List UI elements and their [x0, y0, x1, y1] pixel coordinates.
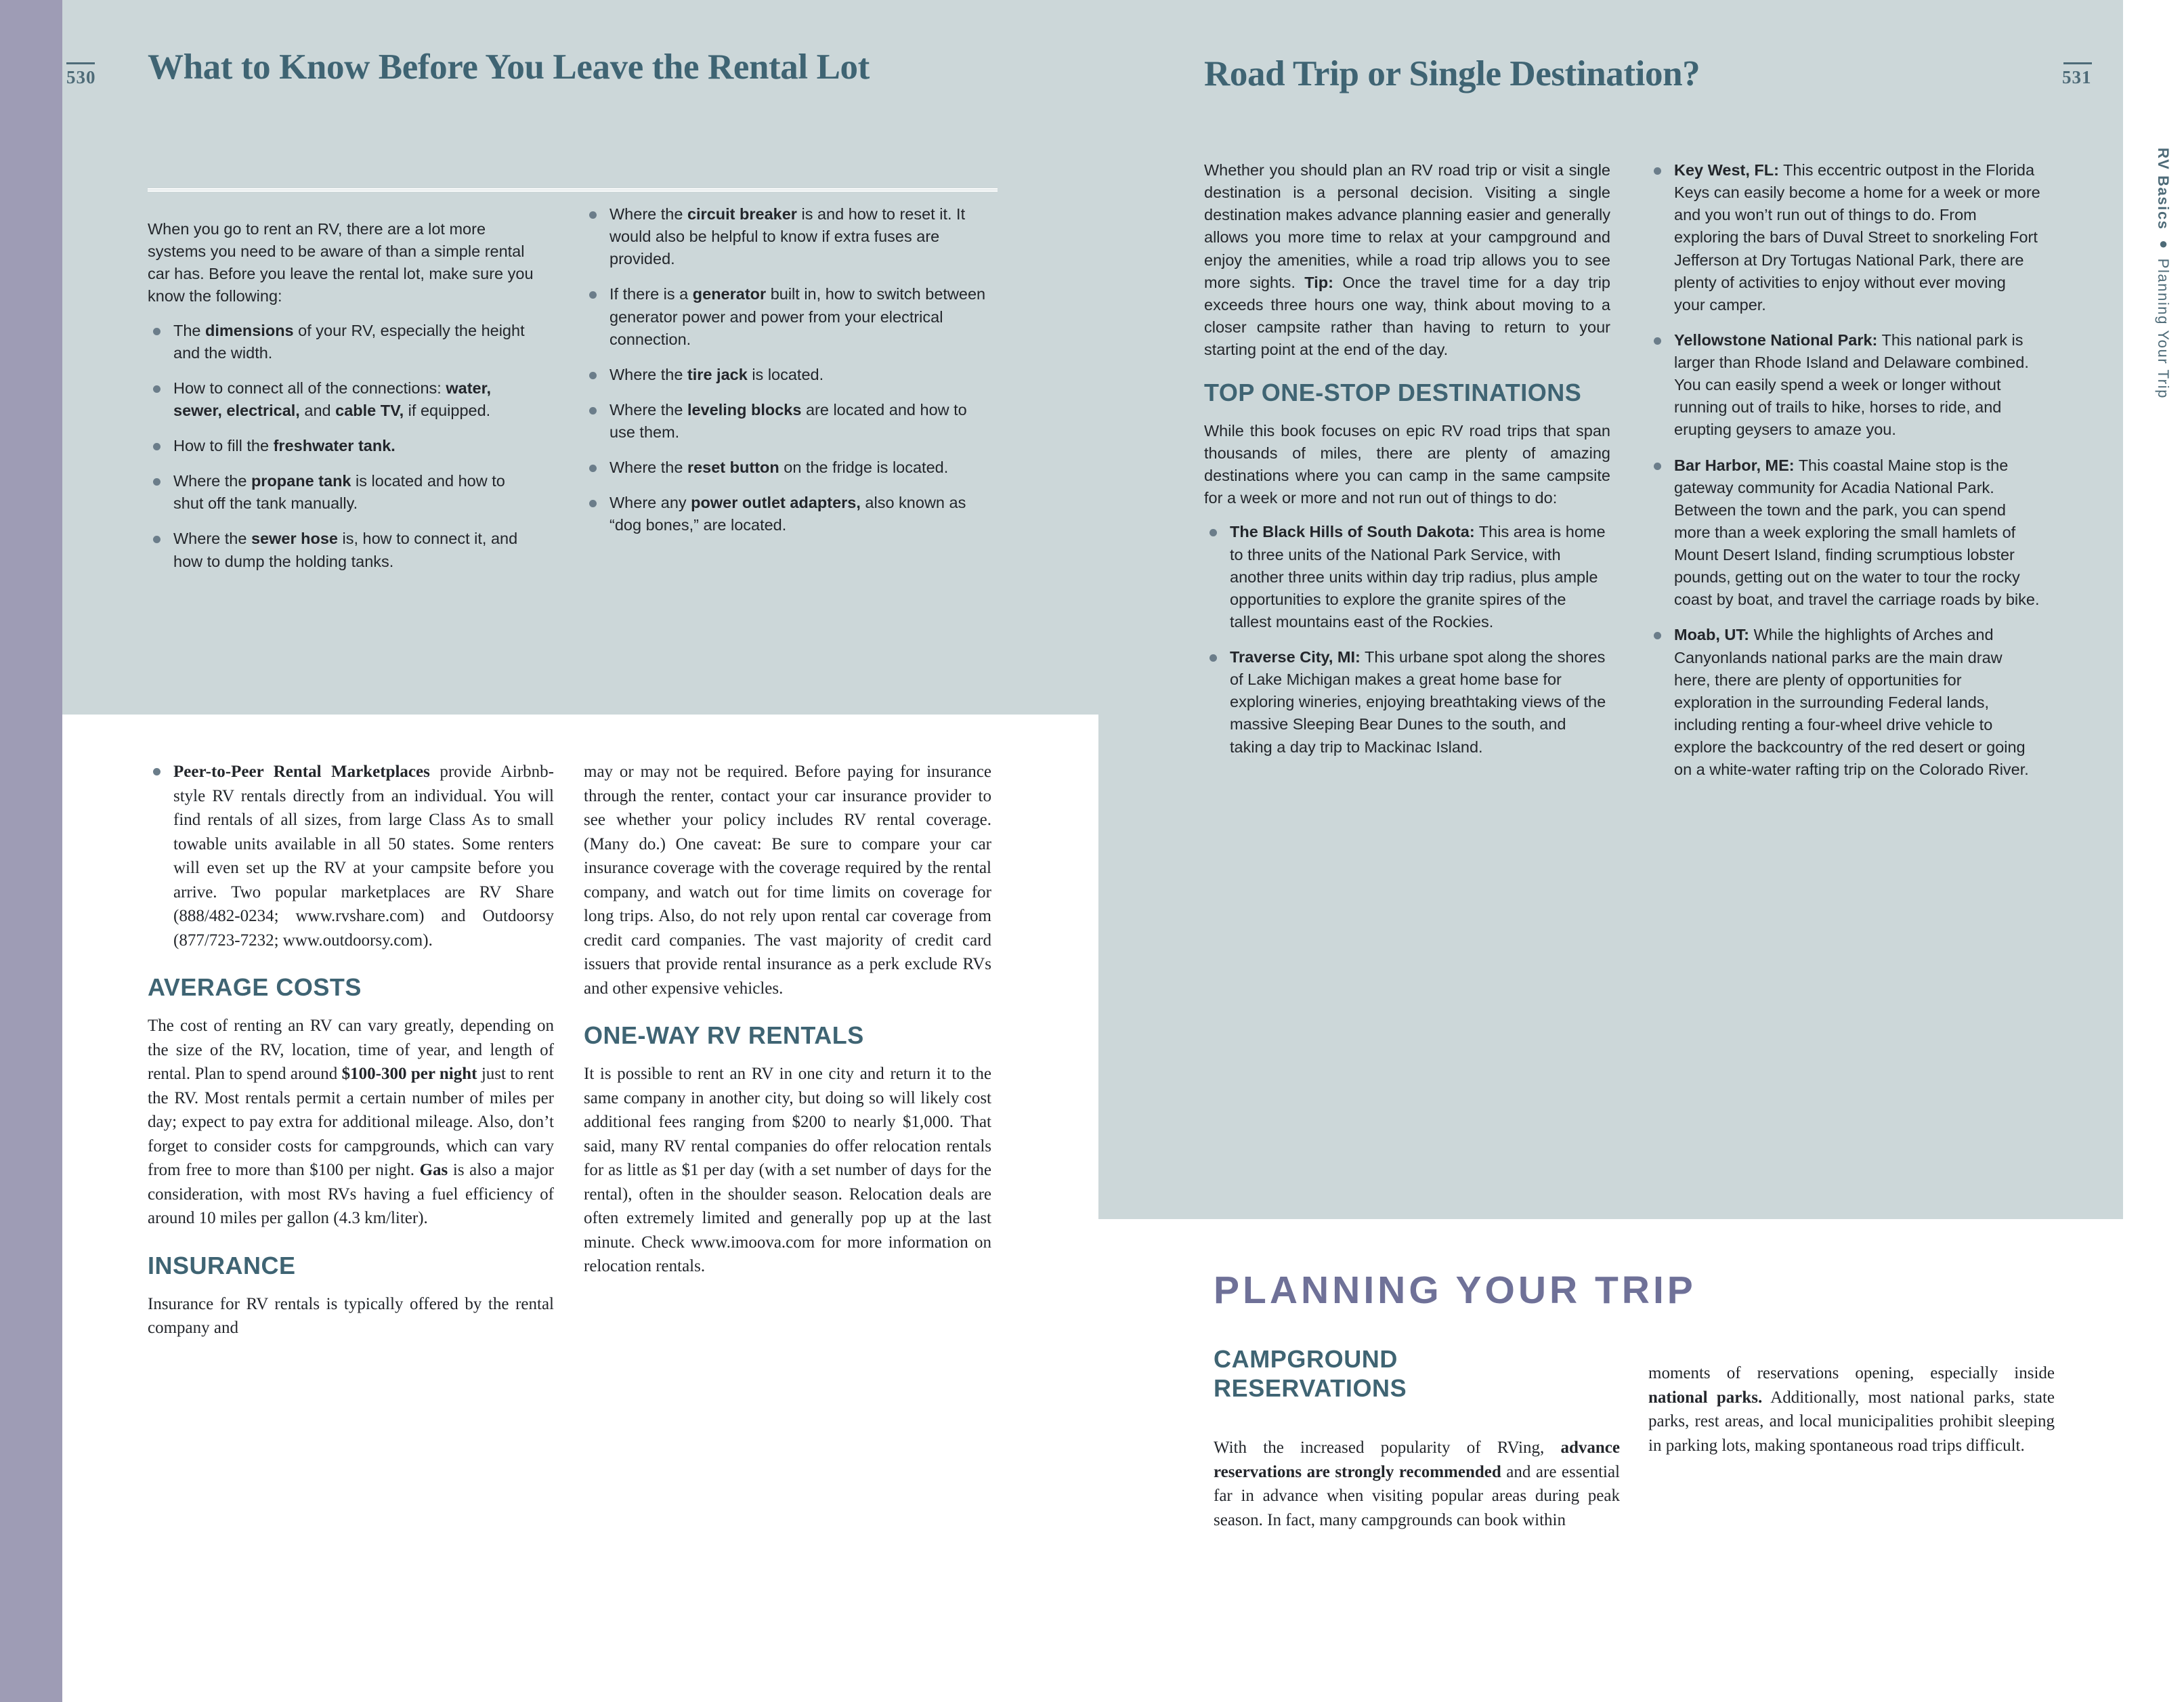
rental-lot-intro: When you go to rent an RV, there are a lot more systems you need to be aware of than a simple rental car has. Before you leave the rental lot, make sure you know the following: [148, 220, 534, 305]
running-head-section: RV Basics [2155, 148, 2172, 230]
list-item: Peer-to-Peer Rental Marketplaces provide Airbnb-style RV rentals directly from an individual. You will find rentals of all sizes, from large Class As to small towable units available in all 50 states. Some renters will even set up the RV at your campsite before you arrive. Two popular marketplaces are RV Share (888/482-0234; www.rvshare.com) and Outdoorsy (877/723-7232; www.outdoorsy.com). [148, 760, 554, 952]
checklist-column-1 [148, 320, 539, 573]
road-trip-column-2 [1648, 159, 2041, 794]
list-item: How to fill the freshwater tank. [148, 435, 539, 457]
rental-costs-column-1 [148, 760, 554, 1352]
list-item: The dimensions of your RV, especially the height and the width. [148, 320, 539, 364]
folio-number: 530 [66, 67, 96, 87]
insurance-heading: INSURANCE [148, 1251, 296, 1279]
checklist-column-2 [584, 203, 991, 537]
road-trip-intro: Whether you should plan an RV road trip or visit a single destination is a personal decision. Visiting a single destination makes advance planning easier and generally allows you more time to relax at your campground and enjoy the amenities, while a road trip allows you to see more sights. Tip: Once the travel time for a day trip exceeds three hours one way, think about moving to a closer campsite rather than having to return to your starting point at the end of the day. [1204, 161, 1610, 358]
list-item: Key West, FL: This eccentric outpost in the Florida Keys can easily become a home for a week or more and you won’t run out of things to do. From exploring the bars of Duval Street to snorkeling Fort Jefferson at Dry Tortugas National Park, there are plenty of activities to enjoy without ever moving your camper. [1648, 159, 2041, 316]
one-way-rentals-heading: ONE-WAY RV RENTALS [584, 1021, 864, 1049]
rental-costs-column-2 [584, 760, 991, 1290]
campground-column-1 [1214, 1436, 1620, 1544]
rental-lot-intro-column [148, 218, 539, 586]
top-destinations-intro: While this book focuses on epic RV road trips that span thousands of miles, there are plenty of amazing destinations where you can camp in the same campsite for a week or more and not run out of things to do: [1204, 421, 1610, 507]
running-head-subsection: Planning Your Trip [2155, 258, 2172, 400]
top-destinations-heading: TOP ONE-STOP DESTINATIONS [1204, 379, 1582, 407]
destinations-list-1 [1204, 521, 1610, 758]
list-item: Bar Harbor, ME: This coastal Maine stop is the gateway community for Acadia National Park. Between the town and the park, you can spend more than a week exploring the small hamlets of Mount Desert Island, finding scrumptious lobster pounds, getting out on the water to tour the rocky coast by boat, and travel the carriage roads by bike. [1648, 454, 2041, 612]
average-costs-heading: AVERAGE COSTS [148, 973, 362, 1001]
list-item: Where the reset button on the fridge is located. [584, 456, 991, 479]
peer-to-peer-list [148, 760, 554, 952]
road-trip-column-1 [1204, 159, 1610, 771]
left-spine-lower [0, 715, 62, 1702]
insurance-body-part-2: may or may not be required. Before paying for insurance through the renter, contact your car insurance provider to see whether your policy includes RV rental coverage. (Many do.) One caveat: Be sure to compare your car insurance coverage with the coverage required by the rental company, and watch out for time limits on coverage for long trips. Also, do not rely upon rental car coverage from credit card companies. The vast majority of credit card issuers that provide rental insurance as a perk exclude RVs and other expensive vehicles. [584, 763, 991, 998]
list-item: Yellowstone National Park: This national park is larger than Rhode Island and Delaware combined. You can easily spend a week or longer without running out of trails to hike, horses to ride, and erupting geysers to amaze you. [1648, 329, 2041, 442]
list-item: Where the propane tank is located and how to shut off the tank manually. [148, 470, 539, 515]
list-item: Where the sewer hose is, how to connect it, and how to dump the holding tanks. [148, 528, 539, 572]
page-title-left: What to Know Before You Leave the Rental Lot [148, 47, 870, 87]
page-number-right [2062, 62, 2092, 88]
list-item: Where the tire jack is located. [584, 364, 991, 386]
list-item: Traverse City, MI: This urbane spot along the shores of Lake Michigan makes a great home base for exploring wineries, enjoying breathtaking views of the massive Sleeping Bear Dunes to the south, and taking a day trip to Mackinac Island. [1204, 646, 1610, 759]
title-divider-left [148, 188, 998, 190]
list-item: If there is a generator built in, how to switch between generator power and power from your electrical connection. [584, 283, 991, 350]
list-item: Where any power outlet adapters, also known as “dog bones,” are located. [584, 492, 991, 536]
list-item: How to connect all of the connections: water, sewer, electrical, and cable TV, if equipped. [148, 377, 539, 422]
destinations-list-2 [1648, 159, 2041, 781]
campground-body-part-2: moments of reservations opening, especially inside national parks. Additionally, most national parks, state parks, rest areas, and local municipalities prohibit sleeping in parking lots, making spontaneous road trips difficult. [1648, 1364, 2055, 1455]
folio-rule [2063, 62, 2092, 64]
one-way-rentals-body: It is possible to rent an RV in one city and return it to the same company in another city, but doing so will likely cost additional fees ranging from $200 to nearly $1,000. That said, many RV rental companies do offer relocation rentals for as little as $1 per day (with a set number of days for the rental), often in the shoulder season. Relocation deals are often extremely limited and generally pop up at the last minute. Check www.imoova.com for more information on relocation rentals. [584, 1065, 991, 1276]
running-head [2145, 148, 2172, 399]
list-item: The Black Hills of South Dakota: This area is home to three units of the National Park Service, with another three units within day trip radius, plus ample opportunities to explore the granite spires of the tallest mountains east of the Rockies. [1204, 521, 1610, 633]
bullet-separator-icon: ● [2155, 235, 2172, 253]
campground-reservations-heading: CAMPGROUND RESERVATIONS [1214, 1345, 1407, 1403]
section-title-planning-your-trip: PLANNING YOUR TRIP [1214, 1269, 1696, 1312]
campground-column-2 [1648, 1361, 2055, 1469]
list-item: Where the leveling blocks are located and how to use them. [584, 399, 991, 444]
folio-number: 531 [2062, 67, 2092, 87]
rental-lot-checklist-column-2 [584, 203, 991, 550]
list-item: Moab, UT: While the highlights of Arches and Canyonlands national parks are the main draw here, there are plenty of opportunities for exploration in the surrounding Federal lands, including renting a four-wheel drive vehicle to explore the backcountry of the red desert or going on a white-water rafting trip on the Colorado River. [1648, 624, 2041, 781]
average-costs-body: The cost of renting an RV can vary greatly, depending on the size of the RV, location, time of year, and length of rental. Plan to spend around $100-300 per night just to rent the RV. Most rentals permit a certain number of miles per day; expect to pay extra for additional mileage. Also, don’t forget to consider costs for campgrounds, which can vary from free to more than $100 per night. Gas is also a major consideration, with most RVs having a fuel efficiency of around 10 miles per gallon (4.3 km/liter). [148, 1017, 555, 1228]
campground-body-part-1: With the increased popularity of RVing, advance reservations are strongly recommended and are essential far in advance when visiting popular areas during peak season. In fact, many campgrounds can book within [1214, 1439, 1621, 1529]
list-item: Where the circuit breaker is and how to reset it. It would also be helpful to know if extra fuses are provided. [584, 203, 991, 270]
page-title-right: Road Trip or Single Destination? [1204, 54, 1700, 93]
folio-rule [66, 62, 95, 64]
campground-heading-block [1214, 1344, 1442, 1413]
insurance-body-part-1: Insurance for RV rentals is typically offered by the rental company and [148, 1294, 554, 1338]
page-number-left [66, 62, 96, 88]
